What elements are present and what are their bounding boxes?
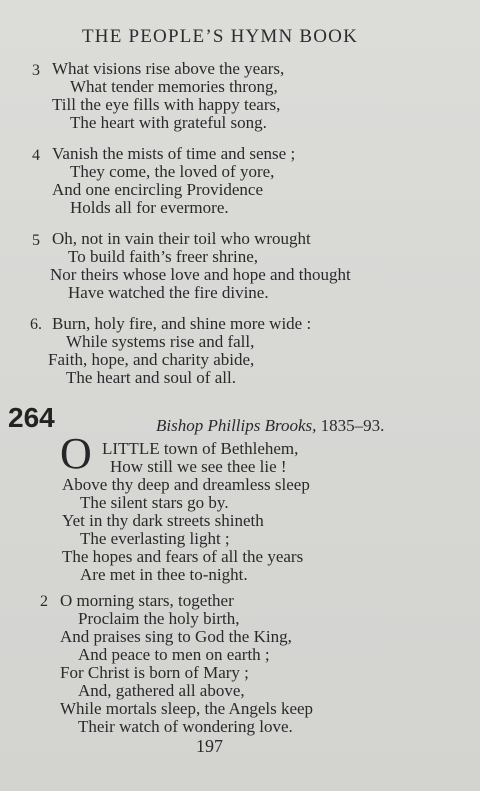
verse-line: Vanish the mists of time and sense ; xyxy=(52,144,296,163)
author-name: Bishop Phillips Brooks, xyxy=(156,416,317,435)
running-head: THE PEOPLE’S HYMN BOOK xyxy=(81,26,359,47)
stanza-number: 6. xyxy=(30,316,42,333)
verse-line: Holds all for evermore. xyxy=(70,198,229,217)
verse-line: And, gathered all above, xyxy=(78,681,245,700)
verse-line: Nor theirs whose love and hope and thought xyxy=(50,265,351,284)
verse-line: The everlasting light ; xyxy=(80,529,230,548)
verse-line: Proclaim the holy birth, xyxy=(78,609,240,628)
stanza-number: 5 xyxy=(32,232,40,249)
verse-line: What tender memories throng, xyxy=(70,77,278,96)
stanza-number: 4 xyxy=(32,147,40,164)
verse-line: Faith, hope, and charity abide, xyxy=(48,350,255,369)
verse-line: How still we see thee lie ! xyxy=(110,457,287,476)
verse-line: What visions rise above the years, xyxy=(52,59,285,78)
stanza-number: 3 xyxy=(32,62,40,79)
verse-line: They come, the loved of yore, xyxy=(70,162,275,181)
verse-line: The hopes and fears of all the years xyxy=(62,547,304,566)
verse-line: And praises sing to God the King, xyxy=(60,627,292,646)
verse-line: Are met in thee to-night. xyxy=(80,565,248,584)
verse-line: While mortals sleep, the Angels keep xyxy=(60,699,314,718)
verse-line: The heart and soul of all. xyxy=(66,368,236,387)
verse-line: Oh, not in vain their toil who wrought xyxy=(52,229,311,248)
verse-line: The heart with grateful song. xyxy=(70,113,267,132)
hymn-number: 264 xyxy=(8,402,55,433)
verse-line: Their watch of wondering love. xyxy=(78,717,293,736)
verse-line: For Christ is born of Mary ; xyxy=(60,663,249,682)
hymn-author xyxy=(156,416,384,436)
page-number: 197 xyxy=(196,736,223,756)
verse-line: Yet in thy dark streets shineth xyxy=(62,511,264,530)
drop-cap: O xyxy=(60,429,92,478)
verse-line: LITTLE town of Bethlehem, xyxy=(102,439,299,458)
verse-line: While systems rise and fall, xyxy=(66,332,255,351)
verse-line: And peace to men on earth ; xyxy=(78,645,270,664)
verse-line: Have watched the fire divine. xyxy=(68,283,269,302)
verse-line: Burn, holy fire, and shine more wide : xyxy=(52,314,312,333)
verse-line: O morning stars, together xyxy=(60,591,234,610)
author-years: 1835–93. xyxy=(320,416,385,435)
verse-line: And one encircling Providence xyxy=(52,180,264,199)
verse-line: Above thy deep and dreamless sleep xyxy=(62,475,310,494)
verse-line: To build faith’s freer shrine, xyxy=(68,247,259,266)
stanza-number: 2 xyxy=(40,593,48,610)
verse-line: The silent stars go by. xyxy=(80,493,229,512)
verse-line: Till the eye fills with happy tears, xyxy=(52,95,281,114)
